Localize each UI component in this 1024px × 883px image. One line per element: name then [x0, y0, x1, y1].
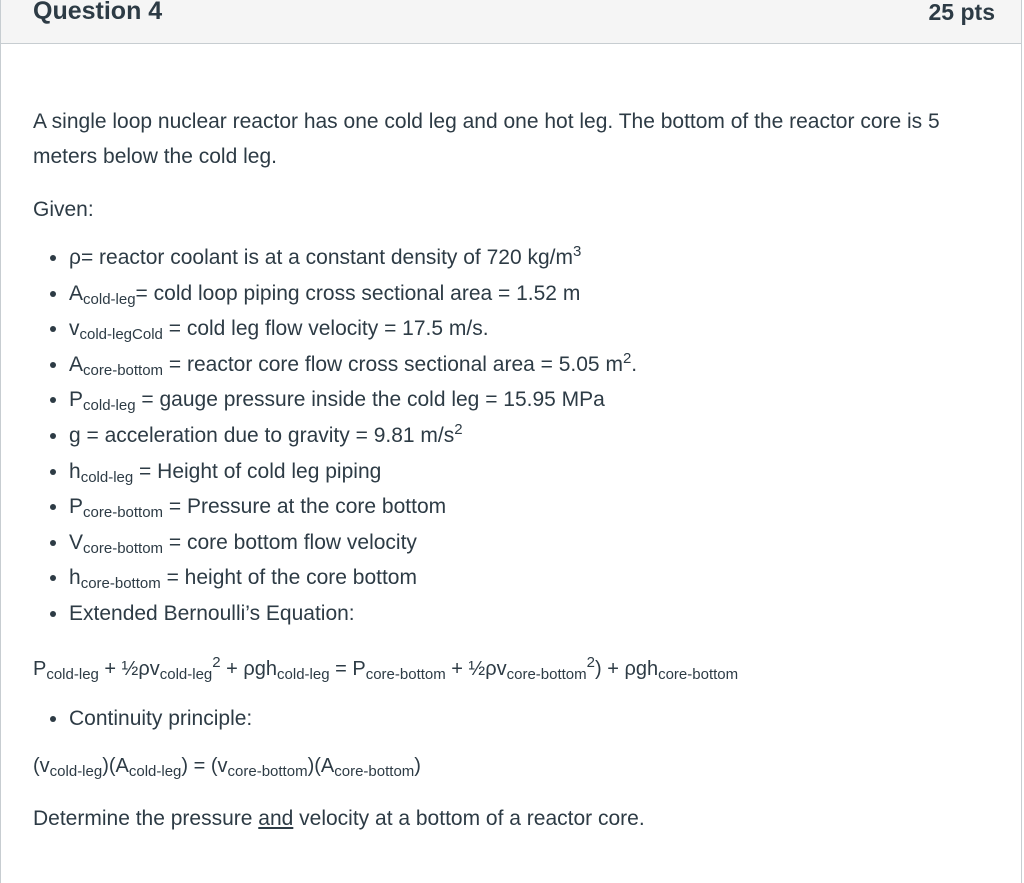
- question-title: Question 4: [33, 0, 163, 25]
- given-item-cold-leg-pressure: • $P_{cold-leg}$ = gauge pressure inside the cold leg = 15.95 MPa: [69, 382, 973, 418]
- determine-text: Determine the pressure and velocity at a bottom of a reactor core.: [33, 806, 645, 830]
- continuity-label: • Continuity principle:: [69, 701, 973, 736]
- given-item-core-velocity: • $V_{core-bottom}$ = core bottom flow velocity: [69, 525, 973, 561]
- question-points: 25 pts: [928, 0, 995, 25]
- given-item-core-pressure: • $P_{core-bottom}$ = Pressure at the core bottom: [69, 489, 973, 525]
- given-item-gravity: • g = acceleration due to gravity = 9.81 $m/s^2$: [69, 418, 973, 454]
- bernoulli-equation: $P_{cold-leg}$ + $\frac{1}{2}\rho v_{cold-leg}^2 + \rho gh_{cold-leg} = P_{core-bottom}$ + $\frac{1}{2}\rho v_{core-bottom}^2) + \rho gh_{core-bottom}$: [33, 653, 739, 683]
- given-item-bernoulli-label: • Extended Bernoulli’s Equation:: [69, 596, 973, 632]
- underlined-and: and: [258, 806, 294, 830]
- given-list: [33, 240, 973, 632]
- given-item-cold-leg-area: • $A_{cold-leg}=$ cold loop piping cross sectional area = 1.52 m: [69, 276, 973, 312]
- given-item-cold-leg-height: • $h_{cold-leg}$ = Height of cold leg piping: [69, 454, 973, 490]
- given-item-core-height: • $h_{core-bottom}$ = height of the core bottom: [69, 560, 973, 596]
- continuity-equation: $(v_{cold-leg})(A_{cold-leg}) = (v_{core-bottom})(A_{core-bottom})$: [33, 754, 421, 780]
- question-body: [33, 104, 973, 836]
- given-item-cold-leg-velocity: • $v_{cold-legCold}$ = cold leg flow velocity = 17.5 m/s.: [69, 311, 973, 347]
- given-label: Given:: [33, 198, 94, 221]
- given-item-core-area: • $A_{core-bottom}$ = reactor core flow cross sectional area = 5.05 $m^2$.: [69, 347, 973, 383]
- given-item-density: • ρ= reactor coolant is at a constant density of 720 $kg/m^3$: [69, 240, 973, 276]
- intro-text: A single loop nuclear reactor has one cold leg and one hot leg. The bottom of the reactor core is 5 meters below the cold leg.: [33, 110, 940, 168]
- continuity-list: [33, 701, 973, 736]
- question-header: [1, 0, 1021, 44]
